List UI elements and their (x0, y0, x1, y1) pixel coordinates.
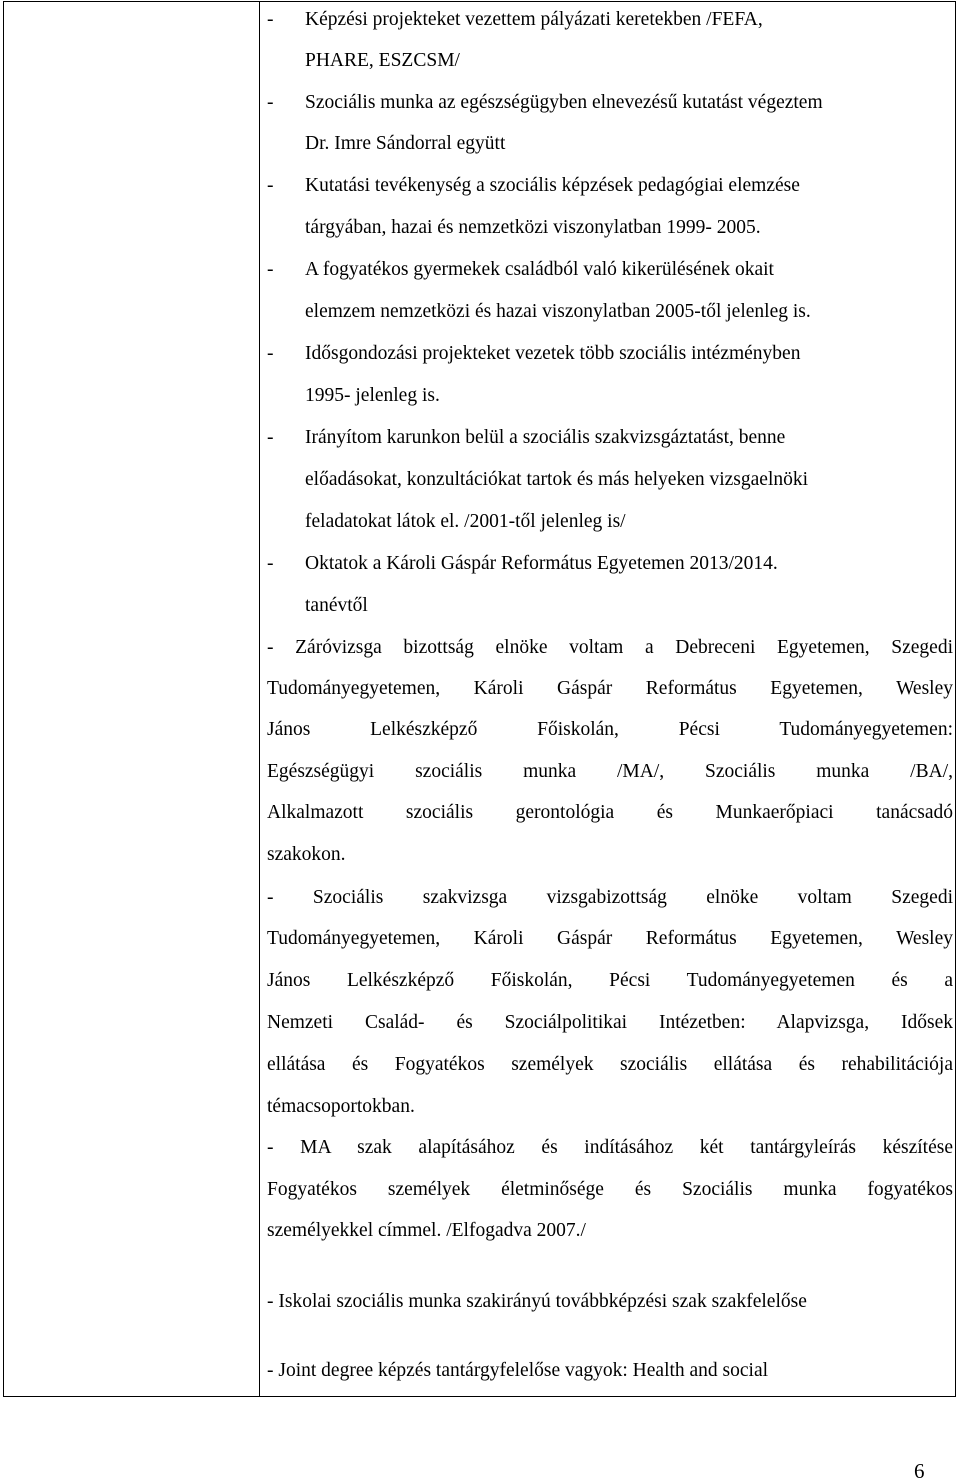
bullet-dash: - (267, 92, 274, 113)
paragraph-line: Tudományegyetemen, Károli Gáspár Református Egyetemen, Wesley (267, 678, 953, 699)
list-item-text: Képzési projekteket vezettem pályázati keretekben /FEFA, (305, 9, 763, 30)
list-item-text: PHARE, ESZCSM/ (305, 50, 460, 71)
list-item-text: Szociális munka az egészségügyben elnevezésű kutatást végeztem (305, 92, 823, 113)
paragraph-line: ellátása és Fogyatékos személyek szociális ellátása és rehabilitációja (267, 1054, 953, 1075)
paragraph-line: személyekkel címmel. /Elfogadva 2007./ (267, 1220, 586, 1241)
cv-table (3, 1, 956, 1397)
paragraph-line: - Iskolai szociális munka szakirányú továbbképzési szak szakfelelőse (267, 1291, 807, 1312)
list-item-text: 1995- jelenleg is. (305, 385, 440, 406)
column-divider (259, 2, 260, 1396)
list-item-text: feladatokat látok el. /2001-től jelenleg is/ (305, 511, 626, 532)
list-item-text: tárgyában, hazai és nemzetközi viszonylatban 1999- 2005. (305, 217, 761, 238)
paragraph-line: szakokon. (267, 844, 346, 865)
bullet-dash: - (267, 259, 274, 280)
paragraph-line: Alkalmazott szociális gerontológia és Munkaerőpiaci tanácsadó (267, 802, 953, 823)
paragraph-line: Nemzeti Család- és Szociálpolitikai Intézetben: Alapvizsga, Idősek (267, 1012, 953, 1033)
list-item-text: tanévtől (305, 595, 368, 616)
paragraph-line: - MA szak alapításához és indításához két tantárgyleírás készítése (267, 1137, 953, 1158)
paragraph-line: - Záróvizsga bizottság elnöke voltam a Debreceni Egyetemen, Szegedi (267, 637, 953, 658)
bullet-dash: - (267, 553, 274, 574)
bullet-dash: - (267, 9, 274, 30)
bullet-dash: - (267, 175, 274, 196)
list-item-text: elemzem nemzetközi és hazai viszonylatban 2005-től jelenleg is. (305, 301, 811, 322)
paragraph-line: - Szociális szakvizsga vizsgabizottság elnöke voltam Szegedi (267, 887, 953, 908)
page-number: 6 (914, 1459, 925, 1483)
paragraph-line: Egészségügyi szociális munka /MA/, Szociális munka /BA/, (267, 761, 953, 782)
paragraph-line: Fogyatékos személyek életminősége és Szociális munka fogyatékos (267, 1179, 953, 1200)
paragraph-line: János Lelkészképző Főiskolán, Pécsi Tudományegyetemen: (267, 719, 953, 740)
paragraph-line: János Lelkészképző Főiskolán, Pécsi Tudományegyetemen és a (267, 970, 953, 991)
list-item-text: előadásokat, konzultációkat tartok és más helyeken vizsgaelnöki (305, 469, 809, 490)
paragraph-line: témacsoportokban. (267, 1096, 415, 1117)
list-item-text: Dr. Imre Sándorral együtt (305, 133, 506, 154)
list-item-text: Irányítom karunkon belül a szociális szakvizsgáztatást, benne (305, 427, 786, 448)
list-item-text: Kutatási tevékenység a szociális képzések pedagógiai elemzése (305, 175, 800, 196)
list-item-text: Oktatok a Károli Gáspár Református Egyetemen 2013/2014. (305, 553, 778, 574)
bullet-dash: - (267, 343, 274, 364)
paragraph-line: - Joint degree képzés tantárgyfelelőse vagyok: Health and social (267, 1360, 769, 1381)
bullet-dash: - (267, 427, 274, 448)
list-item-text: Idősgondozási projekteket vezetek több szociális intézményben (305, 343, 801, 364)
paragraph-line: Tudományegyetemen, Károli Gáspár Református Egyetemen, Wesley (267, 928, 953, 949)
list-item-text: A fogyatékos gyermekek családból való kikerülésének okait (305, 259, 774, 280)
